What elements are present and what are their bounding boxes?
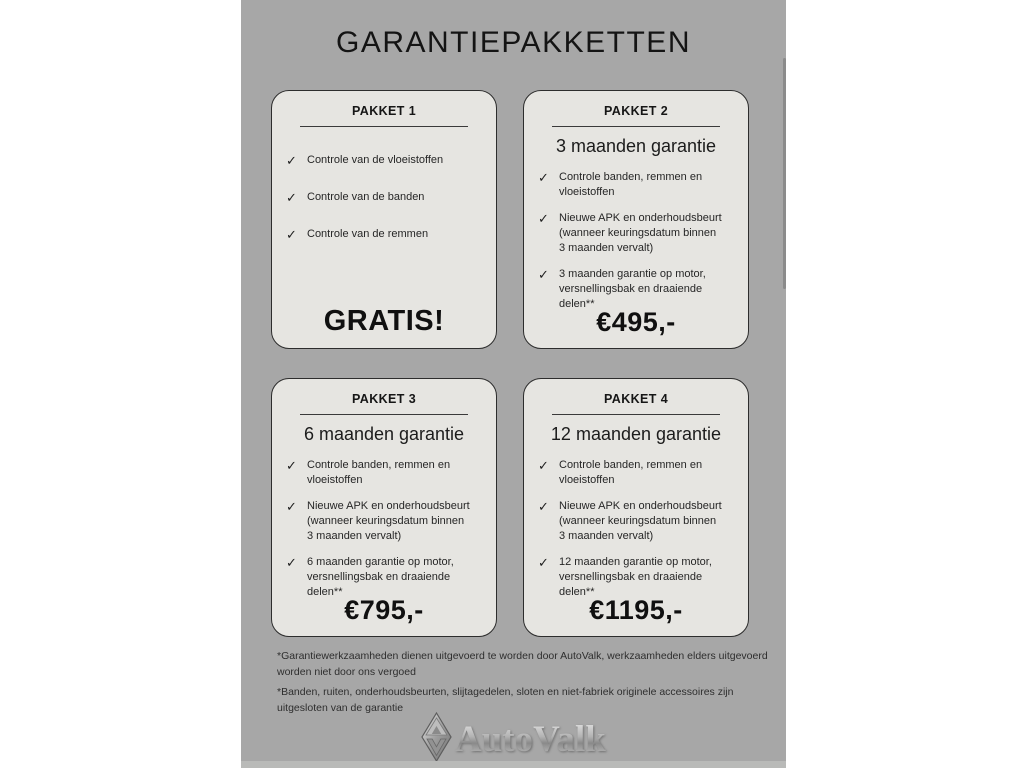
check-icon: ✓ [286,458,297,473]
divider [552,126,720,127]
price: €795,- [344,595,424,625]
check-icon: ✓ [286,555,297,570]
package-subtitle: 6 maanden garantie [303,424,465,444]
item-text: Nieuwe APK en onderhoudsbeurt (wanneer keuringsdatum binnen 3 maanden vervalt) [559,500,722,542]
flyer-bottom-strip [241,761,786,768]
package-item-list [524,458,748,600]
list-item [286,458,496,488]
check-icon: ✓ [538,211,549,226]
package-item-list [272,458,496,600]
package-title: PAKKET 4 [603,392,669,406]
package-subtitle: 3 maanden garantie [555,136,717,156]
divider [300,414,468,415]
check-icon: ✓ [286,153,297,168]
check-icon: ✓ [538,458,549,473]
list-item [286,227,496,242]
list-item [538,170,748,200]
check-icon: ✓ [538,499,549,514]
autovalk-wordmark: AutoValk [455,719,606,760]
item-text: Controle van de remmen [307,228,429,240]
page-title: GARANTIEPAKKETTEN [335,26,691,59]
price: GRATIS! [323,305,445,337]
list-item [538,555,748,600]
list-item [538,458,748,488]
list-item [538,499,748,544]
package-card-1 [271,90,497,349]
list-item [538,267,748,312]
item-text: Controle banden, remmen en vloeistoffen [307,459,451,486]
item-text: Controle van de vloeistoffen [307,154,444,166]
item-text: 6 maanden garantie op motor, versnellingsbak en draaiende delen** [307,556,454,598]
list-item [286,153,496,168]
list-item [286,499,496,544]
list-item [538,211,748,256]
footnote-2: *Banden, ruiten, onderhoudsbeurten, slijtagedelen, sloten en niet-fabriek originele accessoires zijn uitgesloten van de garantie [277,686,734,714]
flyer [241,0,786,768]
item-text: Controle banden, remmen en vloeistoffen [559,171,703,198]
list-item [286,190,496,205]
divider [552,414,720,415]
price: €495,- [596,307,676,337]
check-icon: ✓ [538,555,549,570]
package-item-list [524,170,748,312]
autovalk-logo [421,712,606,767]
package-title: PAKKET 3 [351,392,417,406]
item-text: Nieuwe APK en onderhoudsbeurt (wanneer keuringsdatum binnen 3 maanden vervalt) [307,500,470,542]
package-card-2 [523,90,749,349]
package-card-3 [271,378,497,637]
price: €1195,- [589,595,683,625]
package-subtitle: 12 maanden garantie [550,424,722,444]
item-text: Controle banden, remmen en vloeistoffen [559,459,703,486]
scrollbar-thumb[interactable] [783,58,786,289]
package-item-list [272,153,496,242]
item-text: Nieuwe APK en onderhoudsbeurt (wanneer keuringsdatum binnen 3 maanden vervalt) [559,212,722,254]
package-title: PAKKET 1 [351,104,417,118]
item-text: Controle van de banden [307,191,425,203]
divider [300,126,468,127]
item-text: 12 maanden garantie op motor, versnellingsbak en draaiende delen** [559,556,712,598]
package-title: PAKKET 2 [603,104,669,118]
check-icon: ✓ [286,227,297,242]
package-card-4 [523,378,749,637]
check-icon: ✓ [286,499,297,514]
footnote-1: *Garantiewerkzaamheden dienen uitgevoerd te worden door AutoValk, werkzaamheden elders uitgevoerd worden niet door ons vergoed [277,650,768,678]
list-item [286,555,496,600]
check-icon: ✓ [538,170,549,185]
check-icon: ✓ [286,190,297,205]
check-icon: ✓ [538,267,549,282]
autovalk-diamond-icon [421,712,452,767]
item-text: 3 maanden garantie op motor, versnellingsbak en draaiende delen** [559,268,706,310]
